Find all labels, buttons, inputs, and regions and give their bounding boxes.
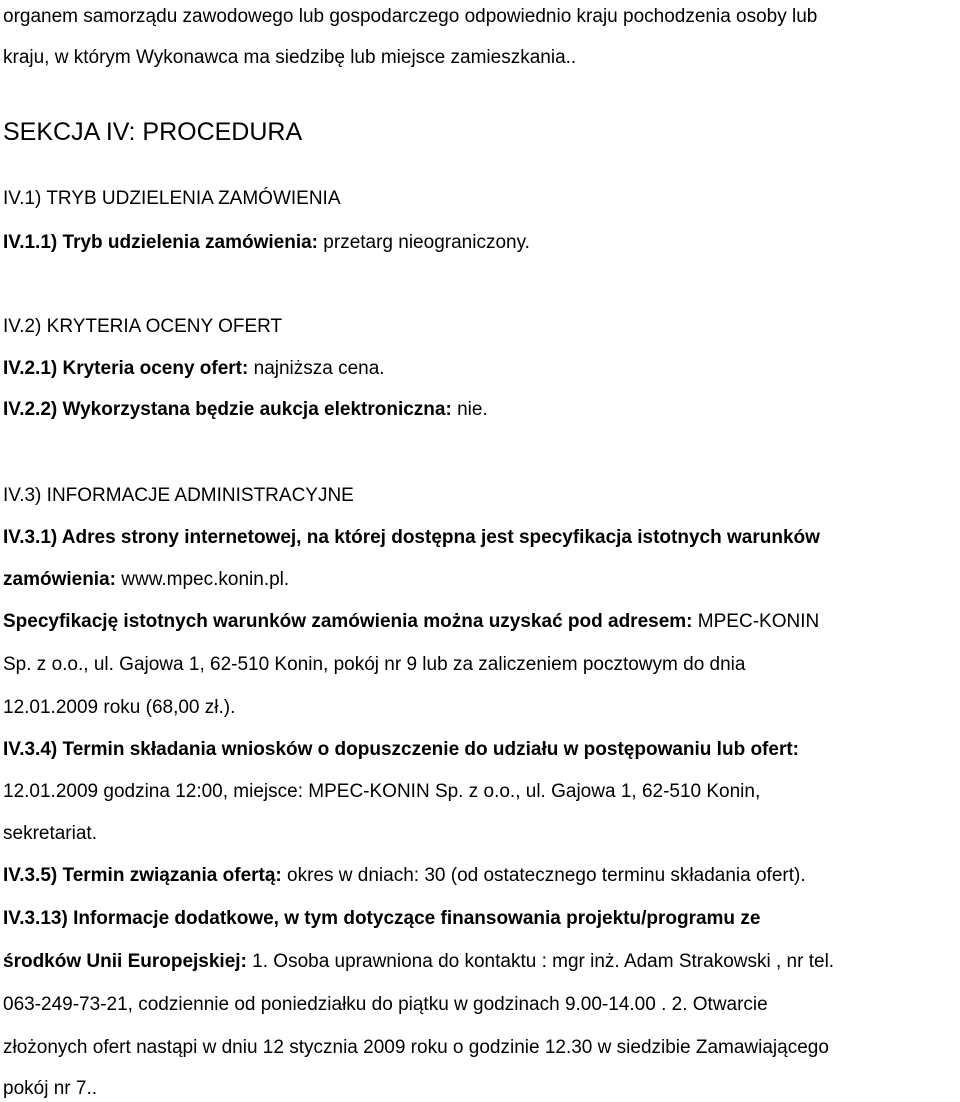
field-value: przetarg nieograniczony.: [318, 232, 530, 253]
field-value: 12.01.2009 roku (68,00 zł.).: [3, 697, 236, 718]
field-label: IV.3.1) Adres strony internetowej, na której dostępna jest specyfikacja istotnych warunków: [3, 527, 820, 548]
field-value: okres w dniach: 30 (od ostatecznego terminu składania ofert).: [281, 865, 806, 886]
field-value: pokój nr 7..: [3, 1078, 97, 1099]
field-value: 1. Osoba uprawniona do kontaktu : mgr inż. Adam Strakowski , nr tel.: [246, 951, 835, 972]
field-label: zamówienia:: [3, 569, 116, 590]
subsection-heading: IV.2) KRYTERIA OCENY OFERT: [3, 316, 283, 337]
field-label: IV.2.2) Wykorzystana będzie aukcja elektroniczna:: [3, 399, 452, 420]
field-row: [3, 232, 530, 254]
field-value: nie.: [451, 399, 488, 420]
field-value: Sp. z o.o., ul. Gajowa 1, 62-510 Konin, pokój nr 9 lub za zaliczeniem pocztowym do dnia: [3, 654, 746, 675]
field-label: Specyfikację istotnych warunków zamówienia można uzyskać pod adresem:: [3, 611, 693, 632]
field-label: IV.3.13) Informacje dodatkowe, w tym dotyczące finansowania projektu/programu ze: [3, 908, 761, 929]
subsection-heading: IV.3) INFORMACJE ADMINISTRACYJNE: [3, 485, 354, 506]
field-row: [3, 358, 385, 380]
subsection-heading: IV.1) TRYB UDZIELENIA ZAMÓWIENIA: [3, 188, 341, 209]
paragraph-line: organem samorządu zawodowego lub gospodarczego odpowiednio kraju pochodzenia osoby lub: [3, 6, 818, 27]
field-row: [3, 865, 806, 887]
field-label: środków Unii Europejskiej:: [3, 951, 247, 972]
field-label: IV.2.1) Kryteria oceny ofert:: [3, 358, 249, 379]
field-row: [3, 569, 289, 591]
field-label: IV.1.1) Tryb udzielenia zamówienia:: [3, 232, 319, 253]
field-value: www.mpec.konin.pl.: [115, 569, 290, 590]
field-value: sekretariat.: [3, 823, 97, 844]
field-row: [3, 399, 488, 421]
field-value: 12.01.2009 godzina 12:00, miejsce: MPEC-KONIN Sp. z o.o., ul. Gajowa 1, 62-510 Konin,: [3, 781, 761, 802]
field-value: 063-249-73-21, codziennie od poniedziałku do piątku w godzinach 9.00-14.00 . 2. Otwarcie: [3, 994, 768, 1015]
field-value: najniższa cena.: [248, 358, 385, 379]
section-title: SEKCJA IV: PROCEDURA: [3, 118, 303, 146]
field-label: IV.3.4) Termin składania wniosków o dopuszczenie do udziału w postępowaniu lub ofert:: [3, 739, 799, 760]
field-row: [3, 611, 819, 633]
paragraph-line: kraju, w którym Wykonawca ma siedzibę lub miejsce zamieszkania..: [3, 47, 577, 68]
field-value: MPEC-KONIN: [692, 611, 820, 632]
field-label: IV.3.5) Termin związania ofertą:: [3, 865, 282, 886]
field-value: złożonych ofert nastąpi w dniu 12 stycznia 2009 roku o godzinie 12.30 w siedzibie Zamawiającego: [3, 1037, 829, 1058]
field-row: [3, 951, 834, 973]
